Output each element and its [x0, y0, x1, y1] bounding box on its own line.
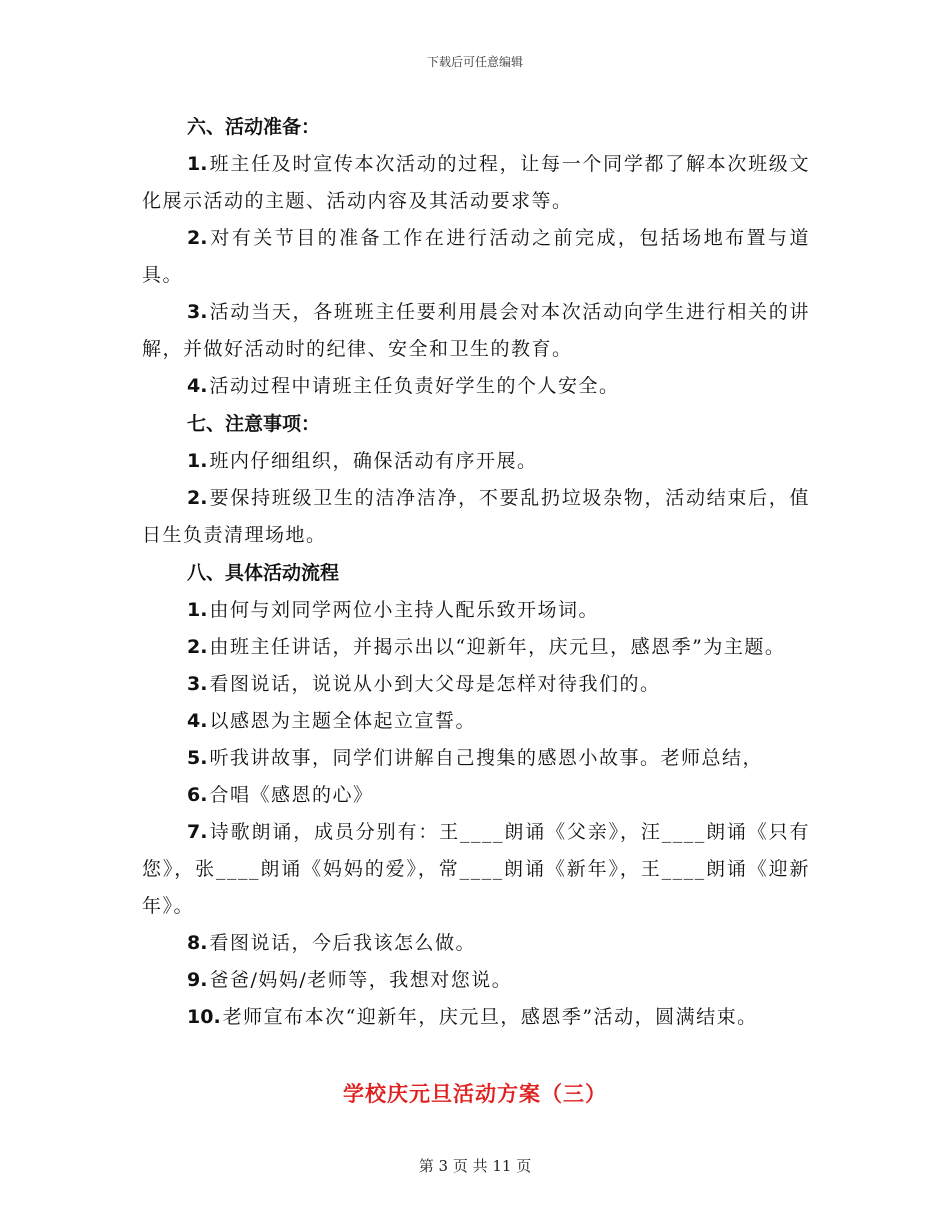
item-text: 诗歌朗诵，成员分别有：王____朗诵《父亲》，汪____朗诵《只有您》，张____朗诵《妈妈的爱》，常____朗诵《新年》，王____朗诵《迎新年》。 — [142, 821, 810, 917]
item-text: 活动当天，各班班主任要利用晨会对本次活动向学生进行相关的讲解，并做好活动时的纪律、安全和卫生的教育。 — [142, 301, 810, 360]
item-text: 由何与刘同学两位小主持人配乐致开场词。 — [209, 599, 599, 621]
section-notes — [142, 405, 810, 554]
item-number: 1. — [187, 450, 208, 472]
item-number: 10. — [187, 1006, 221, 1028]
page-footer: 第 3 页 共 11 页 — [418, 1157, 532, 1175]
item-number: 2. — [187, 487, 208, 509]
list-item — [142, 925, 810, 962]
section-procedure — [142, 554, 810, 1036]
item-number: 3. — [187, 673, 208, 695]
item-number: 4. — [187, 375, 208, 397]
section-heading: 七、注意事项： — [187, 413, 321, 435]
list-item — [142, 703, 810, 740]
item-text: 班主任及时宣传本次活动的过程，让每一个同学都了解本次班级文化展示活动的主题、活动内容及其活动要求等。 — [142, 153, 810, 212]
item-text: 看图说话，今后我该怎么做。 — [209, 932, 476, 954]
section-heading: 六、活动准备： — [187, 116, 321, 138]
list-item — [142, 146, 810, 220]
list-item — [142, 480, 810, 554]
item-text: 老师宣布本次“迎新年，庆元旦，感恩季”活动，圆满结束。 — [222, 1006, 758, 1028]
next-document-title: 学校庆元旦活动方案（三） — [343, 1082, 607, 1106]
item-number: 5. — [187, 747, 208, 769]
item-text: 爸爸/妈妈/老师等，我想对您说。 — [209, 969, 513, 991]
list-item — [142, 294, 810, 368]
list-item — [142, 368, 810, 405]
list-item — [142, 962, 810, 999]
item-number: 1. — [187, 153, 208, 175]
list-item — [142, 629, 810, 666]
item-number: 2. — [187, 636, 208, 658]
item-number: 3. — [187, 301, 208, 323]
item-text: 由班主任讲话，并揭示出以“迎新年，庆元旦，感恩季”为主题。 — [209, 636, 786, 658]
section-heading: 八、具体活动流程 — [187, 562, 340, 584]
list-item — [142, 666, 810, 703]
item-number: 1. — [187, 599, 208, 621]
item-text: 对有关节目的准备工作在进行活动之前完成，包括场地布置与道具。 — [142, 227, 810, 286]
item-text: 看图说话，说说从小到大父母是怎样对待我们的。 — [209, 673, 661, 695]
item-number: 4. — [187, 710, 208, 732]
section-preparation — [142, 108, 810, 405]
list-item — [142, 443, 810, 480]
page-header: 下载后可任意编辑 — [426, 55, 523, 69]
item-text: 合唱《感恩的心》 — [209, 784, 374, 806]
item-text: 要保持班级卫生的洁净洁净，不要乱扔垃圾杂物，活动结束后，值日生负责清理场地。 — [142, 487, 810, 546]
document-body — [142, 108, 810, 1036]
list-item — [142, 220, 810, 294]
item-number: 8. — [187, 932, 208, 954]
item-number: 9. — [187, 969, 208, 991]
item-text: 以感恩为主题全体起立宣誓。 — [209, 710, 476, 732]
list-item — [142, 592, 810, 629]
item-text: 班内仔细组织，确保活动有序开展。 — [209, 450, 538, 472]
list-item — [142, 740, 810, 777]
item-number: 2. — [187, 227, 208, 249]
list-item — [142, 777, 810, 814]
item-number: 6. — [187, 784, 208, 806]
list-item — [142, 999, 810, 1036]
item-text: 听我讲故事，同学们讲解自己搜集的感恩小故事。老师总结， — [209, 747, 763, 769]
item-number: 7. — [187, 821, 208, 843]
list-item — [142, 814, 810, 925]
item-text: 活动过程中请班主任负责好学生的个人安全。 — [209, 375, 620, 397]
